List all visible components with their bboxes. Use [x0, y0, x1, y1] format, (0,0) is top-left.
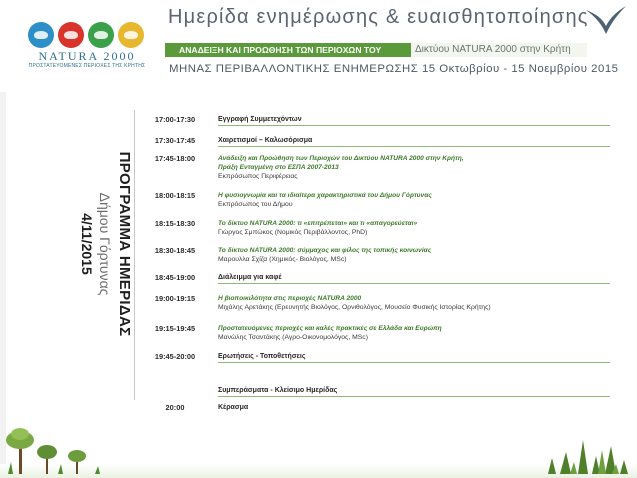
- agenda-speaker: Μιχάλης Αρετάκης (Ερευνητής Βιολόγος, Ορνιθολόγος, Μουσείο Φυσικής Ιστορίας Κρήτης): [218, 304, 491, 311]
- agenda-item-title: Ερωτήσεις - Τοποθετήσεις: [218, 353, 306, 360]
- agenda-item-title: Το δίκτυο NATURA 2000: σύμμαχος και φίλος της τοπικής κοινωνίας: [218, 247, 432, 254]
- landscape-illustration: [0, 410, 637, 478]
- agenda-item-title: Η βιοποικιλότητα στις περιοχές NATURA 2000: [218, 295, 362, 302]
- agenda-item-title: Διάλειμμα για καφέ: [218, 274, 282, 281]
- agenda-content: [218, 324, 610, 342]
- agenda-underline: [218, 283, 610, 284]
- agenda-item-title: Πράξη Ενταγμένη στο ΕΣΠΑ 2007-2013: [218, 164, 339, 171]
- agenda-content: [218, 136, 610, 147]
- banner-right: Δικτύου NATURA 2000 στην Κρήτη: [411, 43, 587, 57]
- event-date: 4/11/2015: [79, 213, 95, 275]
- agenda-content: [218, 154, 610, 181]
- agenda-underline: [218, 146, 610, 147]
- agenda-time: 18:15-18:30: [154, 219, 196, 228]
- agenda-content: [218, 352, 610, 363]
- agenda-time: 20:00: [165, 403, 185, 412]
- agenda-item-title: Ανάδειξη και Προώθηση των Περιοχών του Δικτύου NATURA 2000 στην Κρήτη,: [218, 155, 464, 162]
- agenda-speaker: Εκπρόσωπος του Δήμου: [218, 201, 293, 208]
- agenda-content: [218, 386, 610, 397]
- agenda-time: 18:30-18:45: [154, 246, 196, 255]
- tree-icon: [68, 450, 86, 474]
- agenda-time: 17:45-18:00: [154, 154, 196, 163]
- campaign-subtitle: ΜΗΝΑΣ ΠΕΡΙΒΑΛΛΟΝΤΙΚΗΣ ΕΝΗΜΕΡΩΣΗΣ 15 Οκτωβρίου - 15 Νοεμβρίου 2015: [169, 63, 619, 75]
- footer-decoration: [0, 410, 637, 478]
- logo-title: NATURA 2000: [38, 49, 136, 63]
- tree-icon: [37, 445, 57, 474]
- agenda-content: [218, 115, 610, 126]
- agenda-speaker: Μανώλης Τσαντάκης (Αγρο-Οικονομολόγος, MSc): [218, 334, 368, 341]
- agenda-item-title: Εγγραφή Συμμετεχόντων: [218, 116, 302, 123]
- agenda-content: [218, 219, 610, 237]
- agenda-item-title: Η φυσιογνωμία και τα ιδιαίτερα χαρακτηριστικά του Δήμου Γόρτυνας: [218, 192, 432, 199]
- agenda-item-title: Συμπεράσματα - Κλείσιμο Ημερίδας: [218, 387, 338, 394]
- banner-left: ΑΝΑΔΕΙΞΗ ΚΑΙ ΠΡΟΩΘΗΣΗ ΤΩΝ ΠΕΡΙΟΧΩΝ ΤΟΥ: [165, 43, 411, 57]
- municipality-name: Δήμου Γόρτυνας: [97, 192, 113, 296]
- agenda-underline: [218, 362, 610, 363]
- event-title: Ημερίδα ενημέρωσης & ευαισθητοποίησης: [168, 6, 589, 28]
- agenda-item-title: Το δίκτυο NATURA 2000: τι «επιτρέπεται» και τι «απαγορεύεται»: [218, 220, 418, 227]
- agenda-time: 17:30-17:45: [154, 136, 196, 145]
- agenda-speaker: Εκπρόσωπος Περιφέρειας: [218, 173, 298, 180]
- agenda-time: 17:00-17:30: [154, 115, 196, 124]
- agenda-speaker: Γιώργος Σμπώκος (Νομικός Περιβάλλοντος, PhD): [218, 229, 368, 236]
- agenda-item-title: Χαιρετισμοί – Καλωσόρισμα: [218, 137, 313, 144]
- program-heading: ΠΡΟΓΡΑΜΜΑ ΗΜΕΡΙΔΑΣ: [116, 151, 133, 337]
- agenda-underline: [218, 396, 610, 397]
- agenda-item-title: Κέρασμα: [218, 404, 249, 411]
- agenda-time: 19:45-20:00: [154, 352, 196, 361]
- agenda-content: [218, 246, 610, 264]
- agenda-speaker: Μαρουλλα Σχίζα (Χημικός- Βιολόγος, MSc): [218, 256, 347, 263]
- agenda-content: [218, 294, 610, 312]
- agenda-content: [218, 273, 610, 284]
- logo-subtitle: ΠΡΟΣΤΑΤΕΥΟΜΕΝΕΣ ΠΕΡΙΟΧΕΣ ΤΗΣ ΚΡΗΤΗΣ: [28, 63, 146, 69]
- agenda-item-title: Προστατευόμενες περιοχές και καλές πρακτικές σε Ελλάδα και Ευρώπη: [218, 325, 442, 332]
- agenda-time: 19:15-19:45: [154, 324, 196, 333]
- agenda-time: 18:00-18:15: [154, 191, 196, 200]
- agenda-underline: [218, 125, 610, 126]
- agenda-time: 19:00-19:15: [154, 294, 196, 303]
- agenda-time: 18:45-19:00: [154, 273, 196, 282]
- agenda-content: [218, 191, 610, 209]
